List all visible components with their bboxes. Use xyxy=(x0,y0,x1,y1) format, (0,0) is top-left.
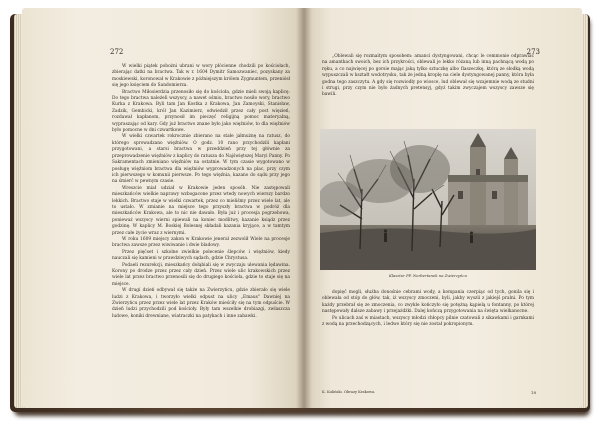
paragraph: W drugi dzień odbywał się także na Zwierzyńcu, gdzie zbierało się wiele ludzi z Krakowa, i tworzyło wielki odpust na ulicy „Emaus" Dawniej na Zwierzyńcu przez przez wiele lat przez Kraków mieściły się na tym odpuście. W dzień ludzi przychodzili pod kościoły. Były tam wszelkie drobiazgi, zwłaszcza ludowe, koniki drewniane, wiatraczki na patykach i inne zabawki. xyxy=(112,288,290,319)
left-page-text xyxy=(112,64,290,400)
paragraph: W wielki czwartek rokrocznie zbierano na stałe jałmużnę na ratusz, do którego sprowadzano więźniów. O godz. 10 rano przychodzili kapłani przygotowani, a starsi bractwa w przeddzień przy tej głównie za przeprowadzenie więźniów z kaplicy do ratusza do Najświętszej Maryi Panny. Po Sakramentach zmieniano więźniów na ostatnie. W tym czasie wygotowano w posługę więźniom bractwa dla więźniów wyprowadzonych na plac, przy czym ich pierwszego w komunii pierwsze. Po tego więźnia, kazano do sądu przy jego na śmierć w pewnym czasie. xyxy=(112,134,290,185)
photo-caption: Klasztor PP. Norbertanek na Zwierzyńcu xyxy=(389,273,467,278)
left-page-number: 272 xyxy=(110,48,124,56)
left-page xyxy=(22,8,304,408)
paragraph: Podaeli rezurekcji, mieszkańcy dołąbiali się w zwyczaju ulewania lędawina. Korony po drodze przez przez cały dzień. Przez wiele ulic krakowskich przez wiele lat przez bractwo przenosili się do drugiego kościoła, gdzie to staje się na miejsce. xyxy=(112,262,290,287)
printer-signature: 18 xyxy=(530,390,536,395)
photograph-monastery xyxy=(320,129,536,270)
paragraph: „Oblewali się rozmaitym sposobem: amanci dystyngowani, chcąc le cemmonie odprawiać na amantkach swoich, bez ich przykrości, oblewali je lekko różaną lub inną pachnącą wodą po ręku, a co najwięcej po gorsie mając jaką tylko sztuczkę albo flaszeczkę, którą ze słodką wodą wypuszczali w kształt wodotrysku, tak że jedną kroplę na ciele dystyngowanej panny, która była godna tego zaszczytu. A gdy się rozwiodły po wiosce, lud oblewał się wzajemnie wodą ze studni i strugi, przy czym nie było żadnych pretensyj, gdyż takim zwyczajem wszyscy zawsze się bawili. xyxy=(322,54,534,98)
paragraph: Wreszcie miał udział w Krakowie jeden sposób. Nie zastępowali mieszkańców wielkie naprawy wzbogacone przez wtedy nowych wierszy bardzo lekkich. Bractwo staje w wielki czwartek, przez co mieliśmy przez wiele lat, ale to ustało. W zmianie na miejsce tego przyszły bractwa w podróż dla mieszkańców Krakowa, ale to nic nie dawało. Była już i procesja pogrzebowa, ponieważ wszyscy wierni spiewali na koniec modlitwy, kazanie ksiądz przez godzinę. W kaplicy M. Boskiej Bolesnej składali kazania kryjące, a w tamtym przez całe życie wraz z wiernymi. xyxy=(112,185,290,236)
paragraph: dopięć mogli, służba donośnie cebrami wody, a kompania czerpiąc od tych, gonila się i oblewała od stóp do głów, tak, iż wszyscy zmoczeni, byli, jakby wyszli z jakiejś pralni. Po tym każdy przebrał się ze zmoczenia, co zwykle kończyło się potężną kąpielą u fontanny, po której następowały dalsze zabawy i przejażdżki. Dalej kończą przygotowania na święta wielkanocne. xyxy=(322,290,534,315)
right-page-text-bottom xyxy=(322,290,534,382)
paragraph: W wielki piątek pobożni ubrani w wory płócienne chodzili po kościołach, zbierając datki na bractwa. Tak w r. 1604 Dymitr Samozwaniec, pozyskany za moskiewski, koronował w Krakowie z późniejszym królem Zygmuntem, przeniósł się jego księciem do Sandomierza. xyxy=(112,64,290,89)
right-page xyxy=(304,8,582,408)
paragraph: W roku 1609 miejscy zakon w Krakowie jeneral zezwolił Wiele na procesje bractwa zawsze przez wiwiwanie i dwie bladowy. xyxy=(112,236,290,249)
paragraph: Przez pięćset i szkolne zwielkie polecenie ślepców i więźniów, kiedy nauczali się kamieni w prawdziwych sądach, gdzie Chrystusa. xyxy=(112,249,290,262)
right-page-number: 273 xyxy=(526,48,540,56)
paragraph: Bractwo Miłosierdzia przenosiło się do kościoła, gdzie mieli swoją kaplicę. Do tego bractwa należeli wszyscy, a nawet ośmiu, bractwo nosiło wory, bractwo Kurka z Krakowa. Byli tam Jan Kostka z Krakowa, Jan Zamoyski, Stanisław, Zadzik, Gembicki, król Jan Kazimierz, odwiedził przez cały post więzień, rozdawał kapłanom, przynosił im pieczęć religijną pomoc materyalną, wypraszając od kary. Gdy już bractwo znane było jako więźniów, to dla więźniów było pomocne w dni czwartkowe. xyxy=(112,89,290,134)
right-page-text-top xyxy=(322,54,534,120)
footer-note: K. Kuliński. Obrazy Krakowa. xyxy=(322,390,376,394)
paragraph: Po ulicach zaś w miastach, wszyscy młodzi chłopcy pilnie czatowali z sikawkami i garnkami z wodą na przechodzących, i ledwo który się nie został pokropionym. xyxy=(322,315,534,328)
page-footer xyxy=(322,390,536,394)
